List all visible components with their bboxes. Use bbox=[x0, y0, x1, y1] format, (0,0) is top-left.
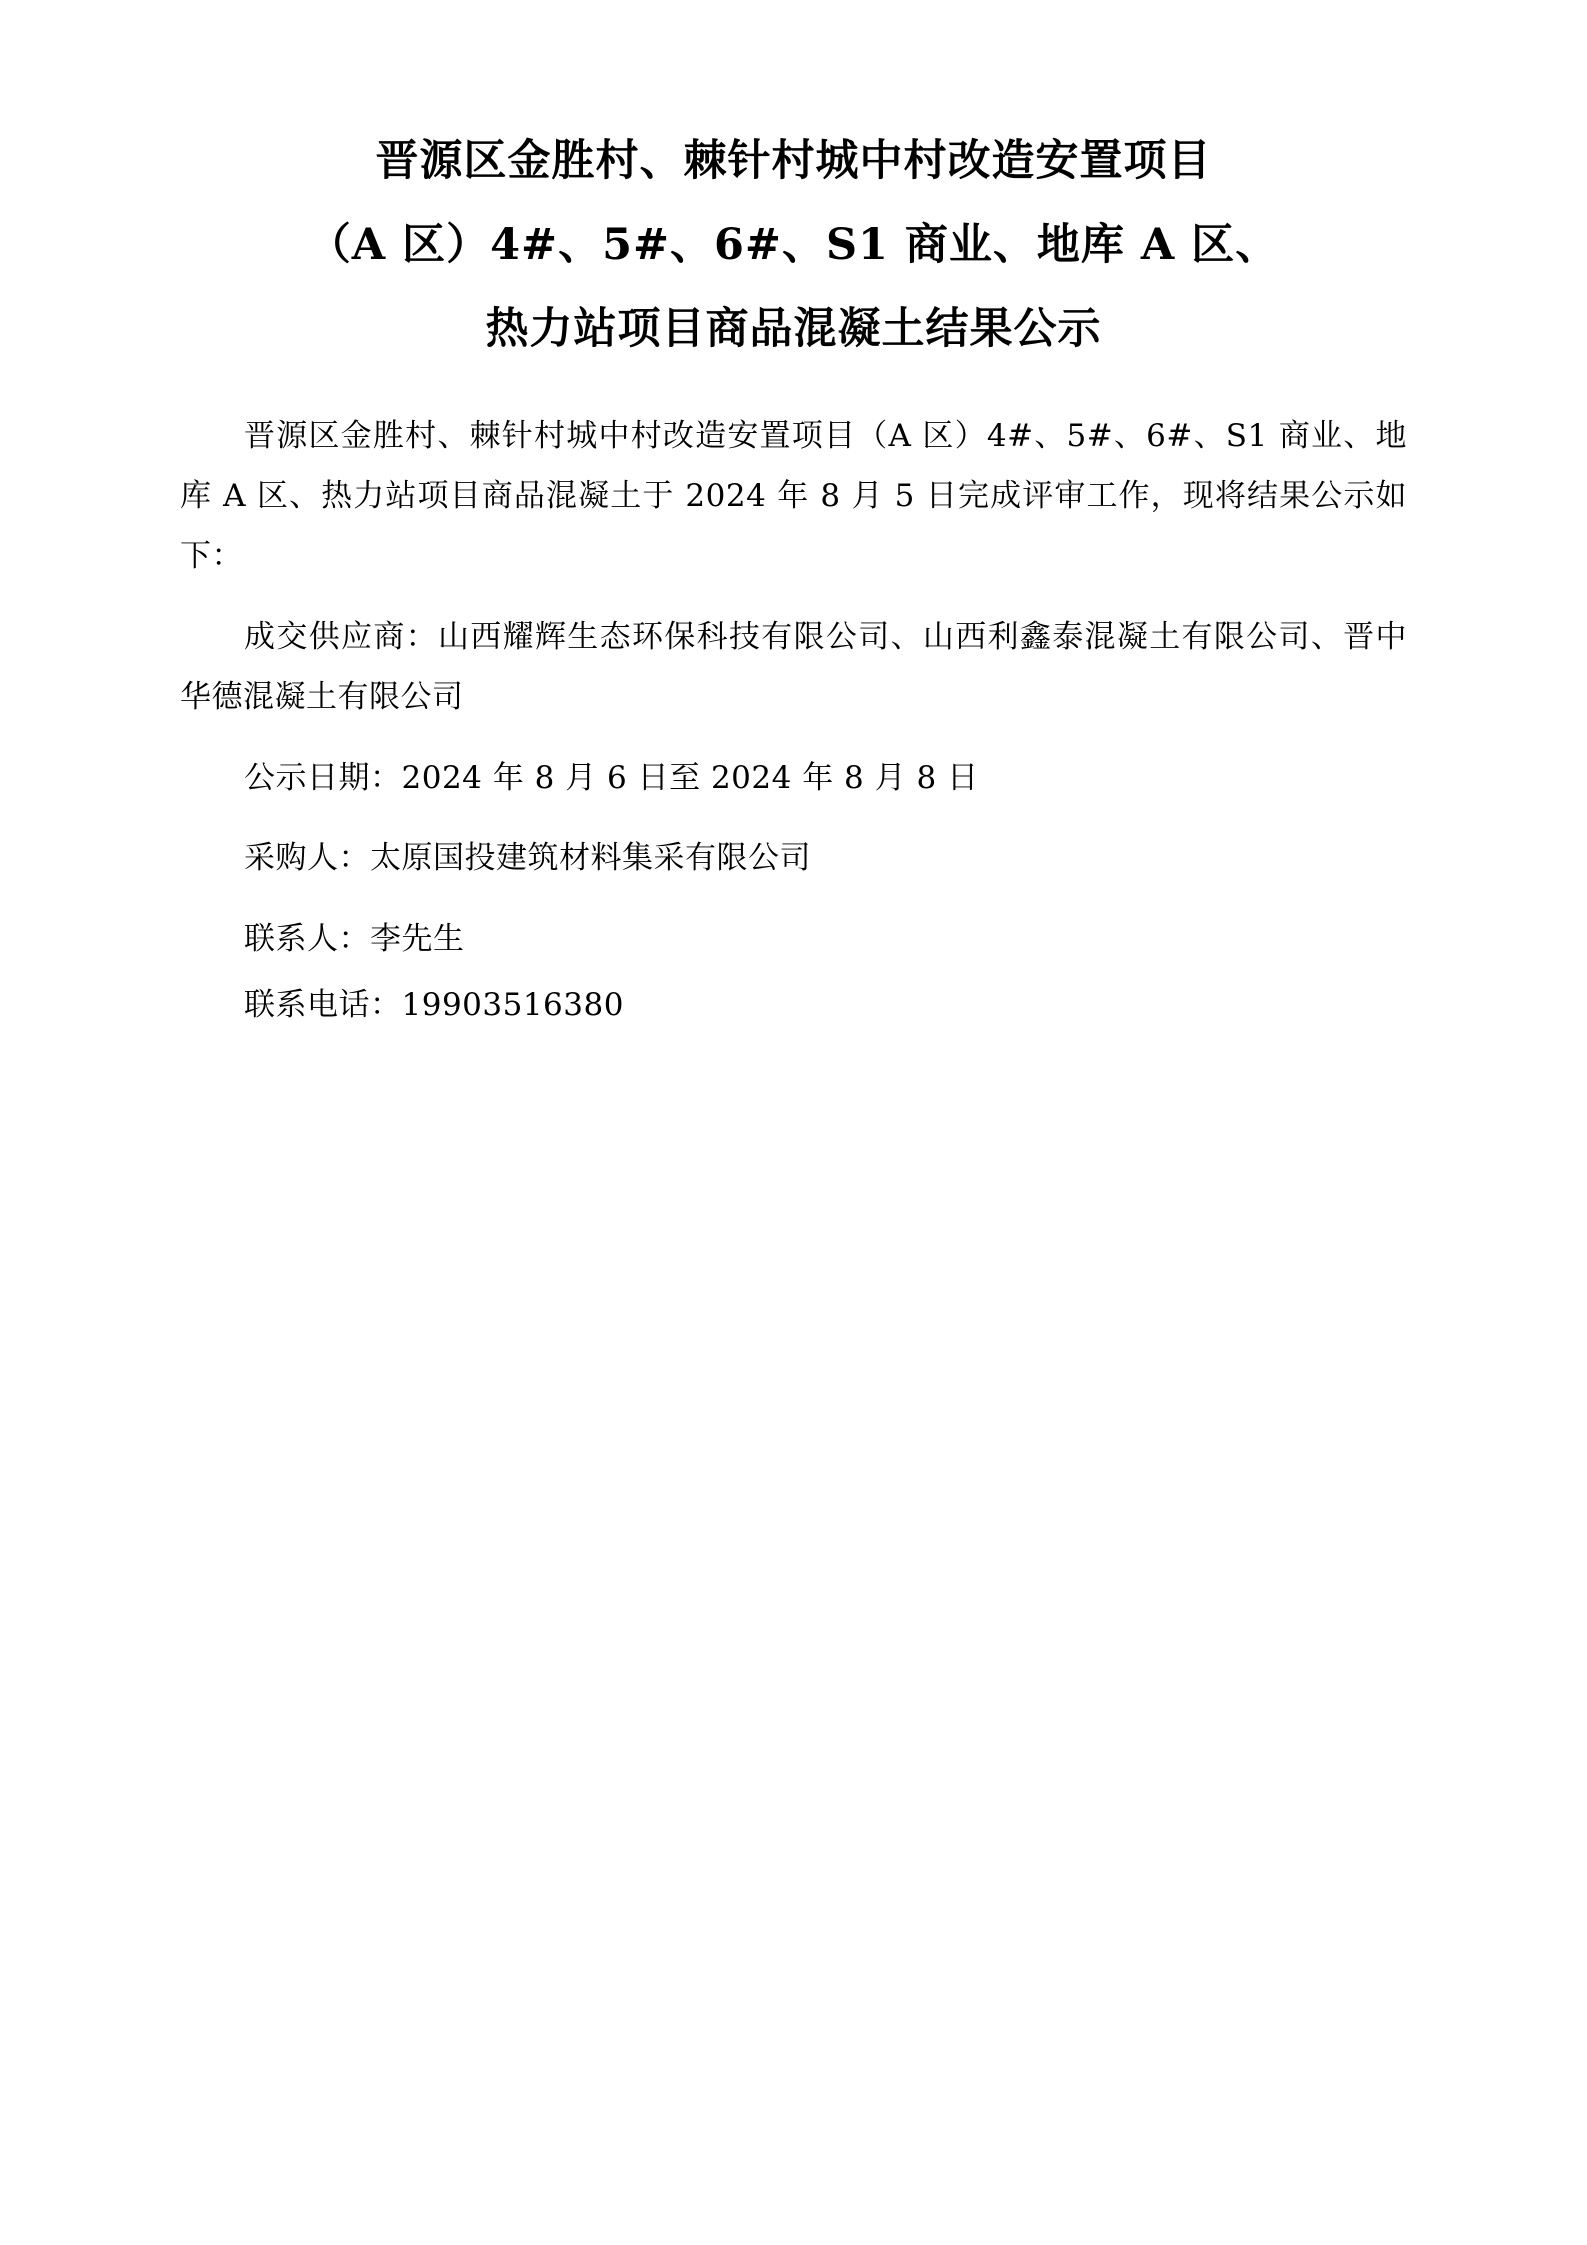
intro-paragraph: 晋源区金胜村、棘针村城中村改造安置项目（A 区）4#、5#、6#、S1 商业、地库 A 区、热力站项目商品混凝土于 2024 年 8 月 5 日完成评审工作，现将结果公示如下： bbox=[180, 417, 1407, 575]
page-title-line-1: 晋源区金胜村、棘针村城中村改造安置项目 bbox=[375, 136, 1212, 186]
page-title-line-3: 热力站项目商品混凝土结果公示 bbox=[485, 303, 1102, 354]
contact-person-paragraph: 联系人：李先生 bbox=[244, 920, 465, 957]
purchaser-paragraph: 采购人：太原国投建筑材料集采有限公司 bbox=[244, 840, 811, 877]
page-title bbox=[180, 120, 1407, 372]
publicity-period-paragraph: 公示日期：2024 年 8 月 6 日至 2024 年 8 月 8 日 bbox=[244, 759, 979, 796]
page-title-line-2: （A 区）4#、5#、6#、S1 商业、地库 A 区、 bbox=[307, 219, 1280, 270]
document-body bbox=[180, 406, 1407, 1036]
winning-suppliers-paragraph: 成交供应商：山西耀辉生态环保科技有限公司、山西利鑫泰混凝土有限公司、晋中华德混凝土有限公司 bbox=[180, 618, 1407, 716]
contact-phone-paragraph: 联系电话：19903516380 bbox=[244, 987, 624, 1024]
